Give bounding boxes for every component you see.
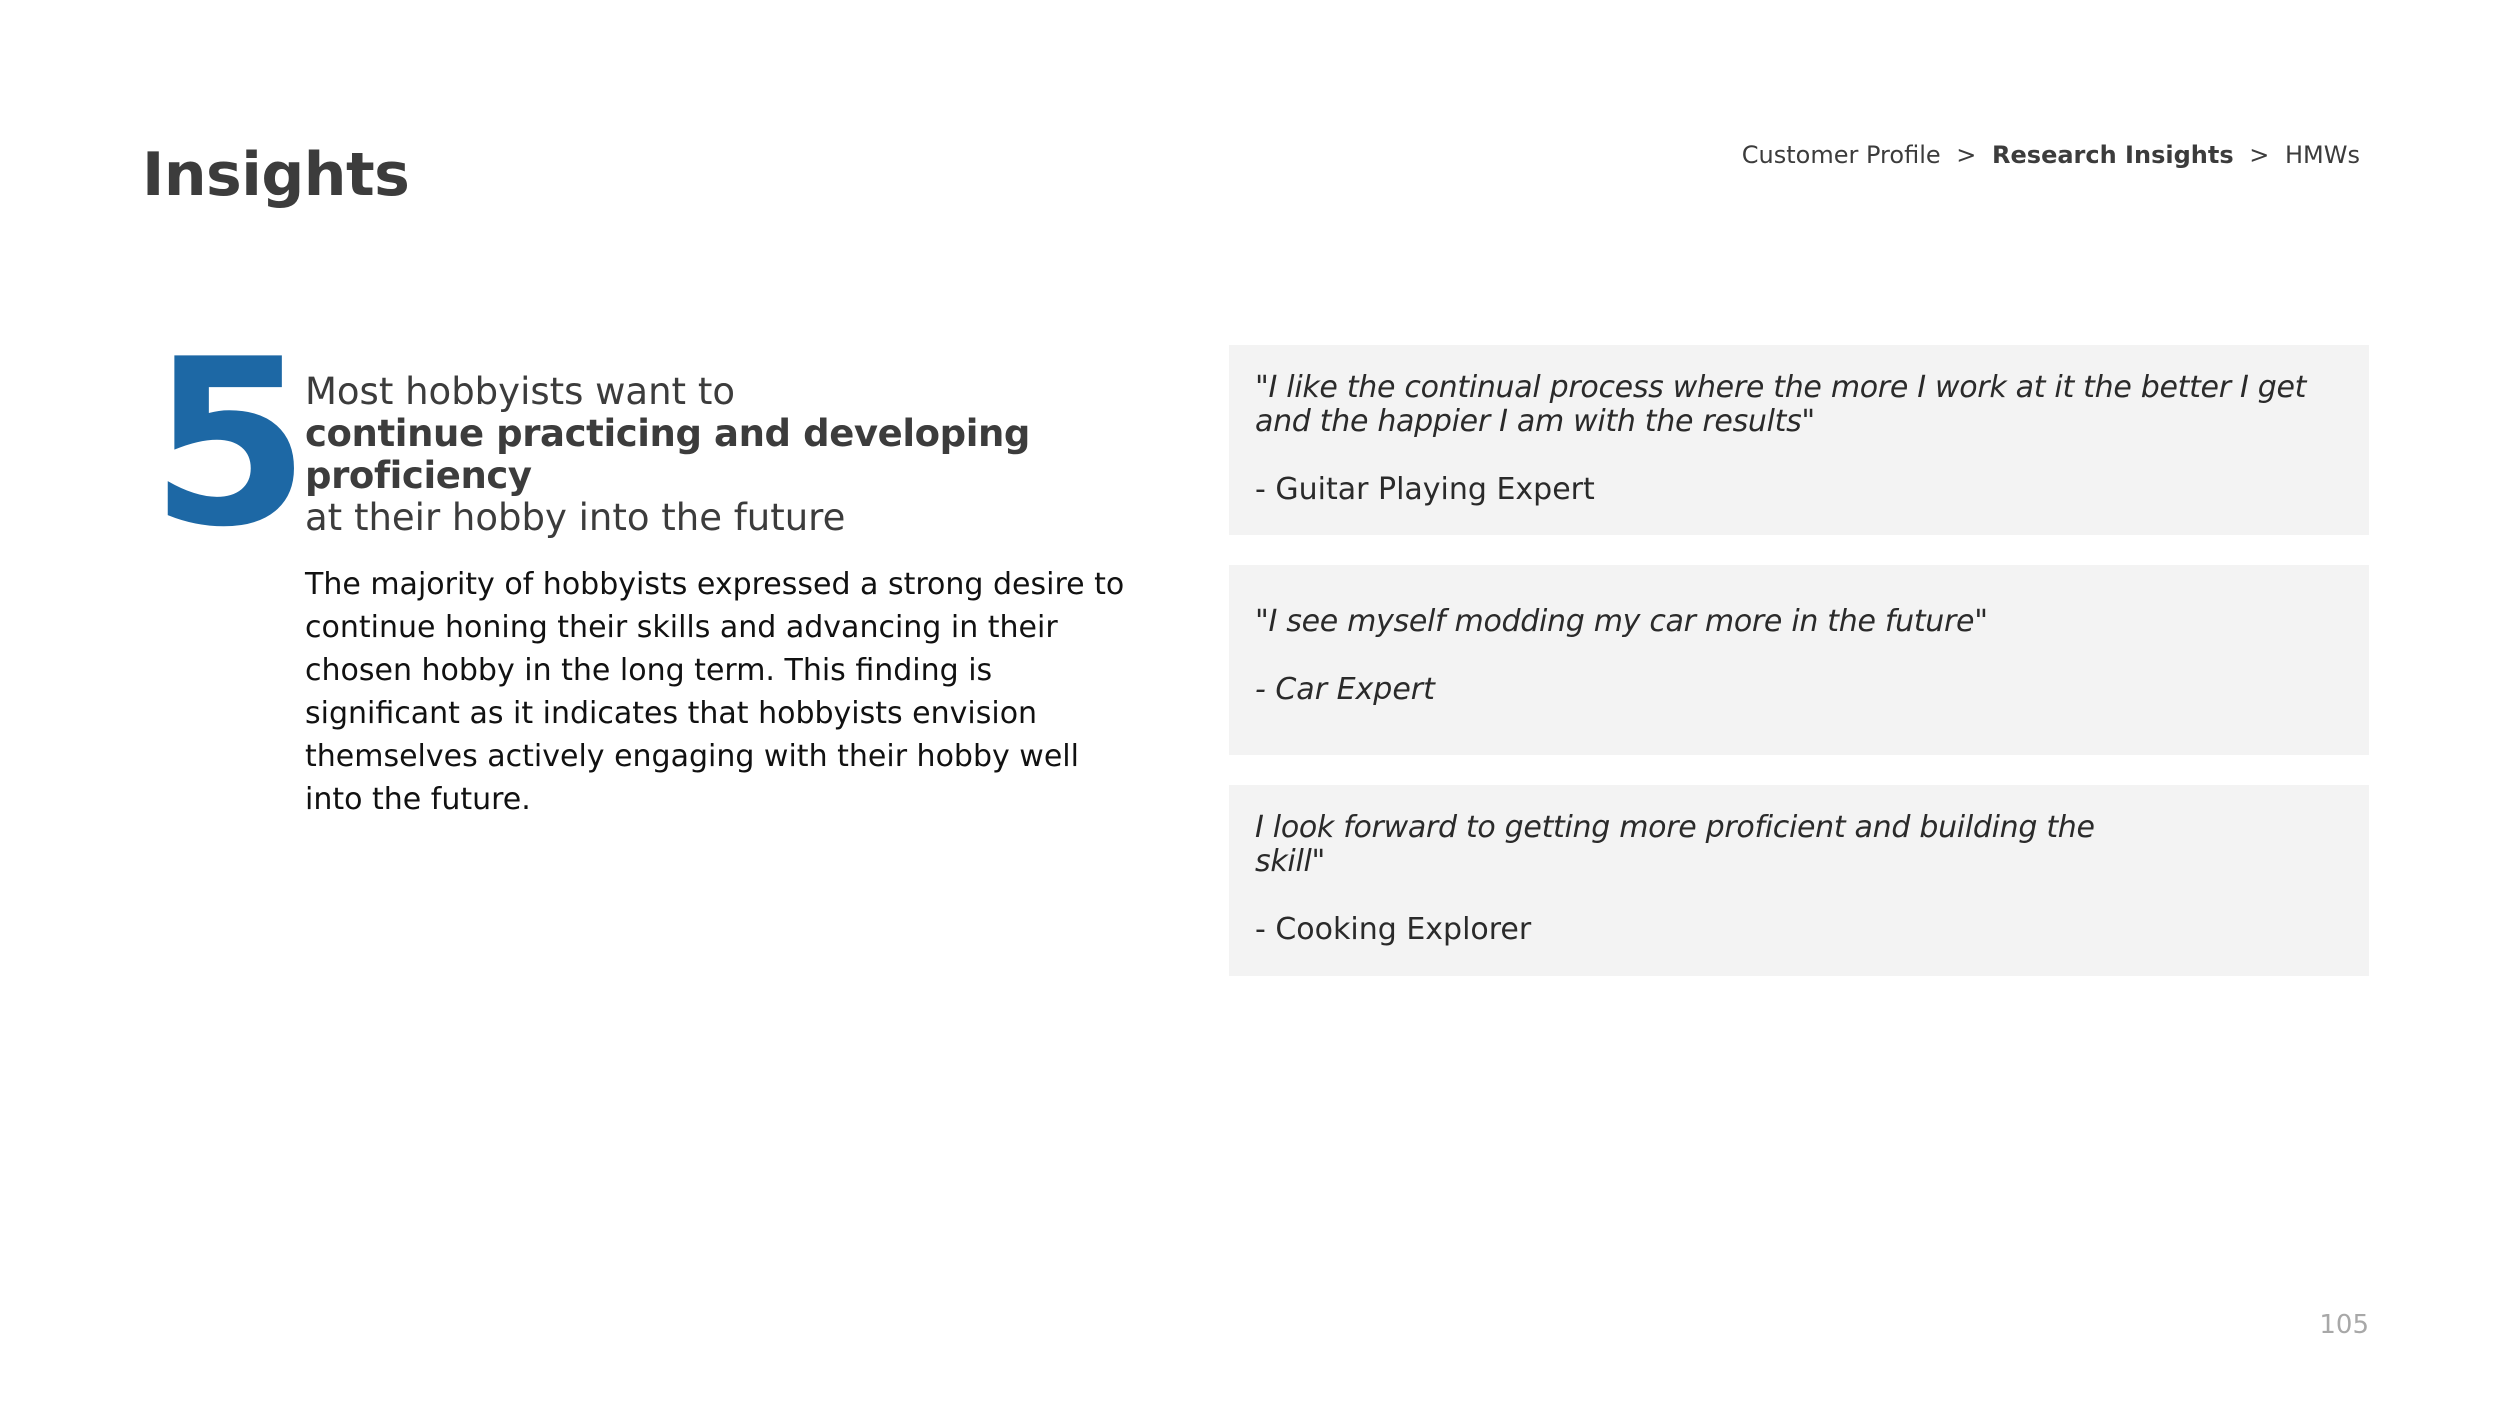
quote-author: - Guitar Playing Expert [1255, 472, 1595, 507]
insight-number: 5 [150, 311, 303, 578]
breadcrumb-item-customer-profile[interactable]: Customer Profile [1741, 141, 1941, 169]
insight-headline [305, 371, 1205, 539]
quote-card [1229, 785, 2369, 976]
quote-text: "I like the continual process where the more I work at it the better I get and the happier I am with the results" [1255, 370, 2307, 439]
quote-author: - Cooking Explorer [1255, 912, 1532, 947]
breadcrumb-separator: > [1956, 141, 1977, 169]
breadcrumb-item-research-insights[interactable]: Research Insights [1992, 141, 2234, 169]
headline-line-1: Most hobbyists want to [305, 370, 735, 413]
quote-card [1229, 345, 2369, 535]
insight-description: The majority of hobbyists expressed a strong desire to continue honing their skills and advancing in their chosen hobby in the long term. This finding is significant as it indicates that hobbyists envision themselves actively engaging with their hobby well into the future. [305, 567, 1125, 817]
quote-card [1229, 565, 2369, 755]
breadcrumb-item-hmws[interactable]: HMWs [2285, 141, 2360, 169]
quote-text: I look forward to getting more proficient and building the skill" [1255, 810, 2095, 879]
quote-text: "I see myself modding my car more in the future" [1255, 604, 1988, 639]
headline-emphasis: continue practicing and developing proficiency [305, 412, 1031, 497]
breadcrumb [1742, 141, 2360, 169]
page-number: 105 [2319, 1310, 2369, 1340]
breadcrumb-separator: > [2249, 141, 2270, 169]
quote-author: - Car Expert [1255, 672, 1435, 707]
headline-line-3: at their hobby into the future [305, 496, 846, 539]
page-title: Insights [142, 140, 410, 210]
